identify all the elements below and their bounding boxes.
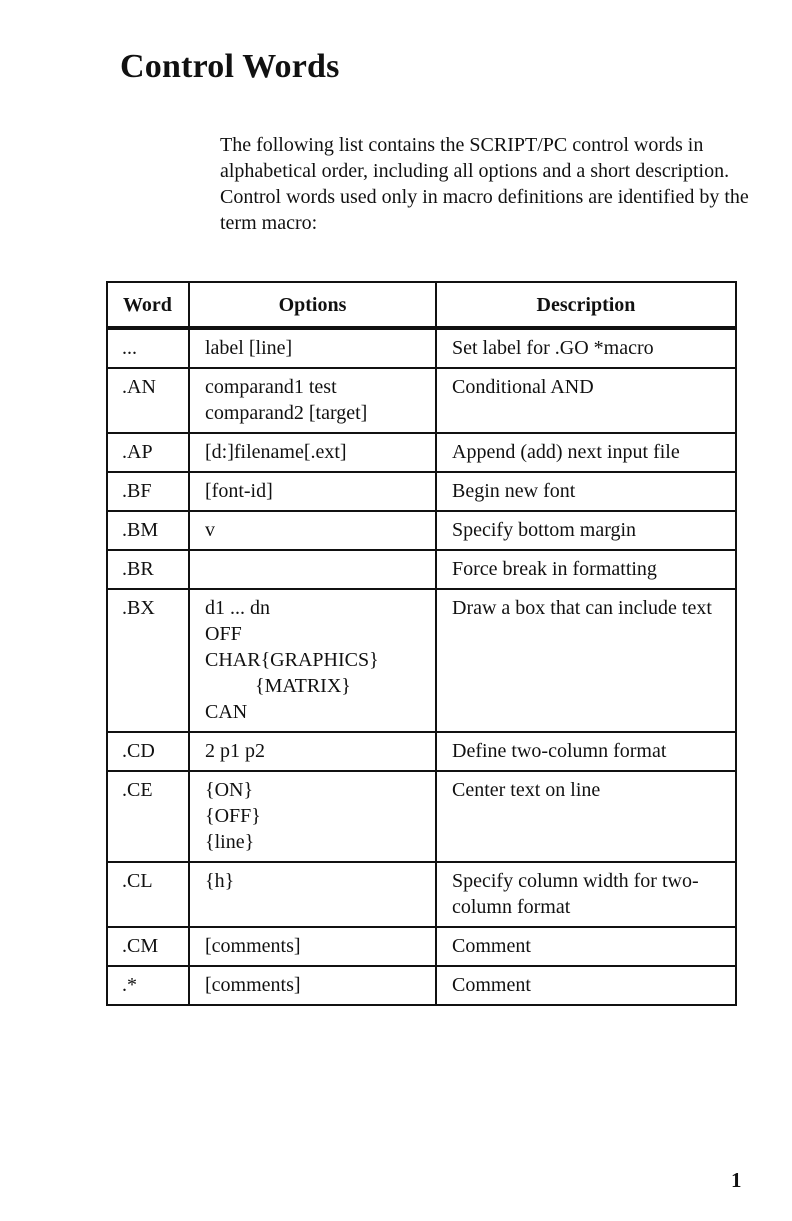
option-line: OFF xyxy=(205,623,242,645)
table-row xyxy=(107,433,736,472)
table-row xyxy=(107,966,736,1005)
option-line: [comments] xyxy=(205,974,301,996)
table-row xyxy=(107,368,736,433)
options-cell xyxy=(189,771,436,862)
table-row xyxy=(107,511,736,550)
control-words-table xyxy=(106,281,737,1006)
control-word-cell: ... xyxy=(107,328,189,368)
table-row xyxy=(107,472,736,511)
description-cell: Comment xyxy=(436,966,736,1005)
option-line: CAN xyxy=(205,701,248,723)
option-line: {OFF} xyxy=(205,805,261,827)
table-header-row xyxy=(107,282,736,328)
option-line: [comments] xyxy=(205,935,301,957)
description-cell: Define two-column format xyxy=(436,732,736,771)
table-row xyxy=(107,550,736,589)
option-line: {ON} xyxy=(205,779,254,801)
option-line: 2 p1 p2 xyxy=(205,740,265,762)
page-number: 1 xyxy=(731,1168,742,1192)
table-row xyxy=(107,589,736,732)
control-word-cell: .AN xyxy=(107,368,189,433)
description-cell: Comment xyxy=(436,927,736,966)
description-cell: Specify bottom margin xyxy=(436,511,736,550)
control-word-cell: .CE xyxy=(107,771,189,862)
control-word-cell: .BM xyxy=(107,511,189,550)
options-cell xyxy=(189,966,436,1005)
options-cell xyxy=(189,589,436,732)
page-title: Control Words xyxy=(120,48,340,85)
options-cell xyxy=(189,368,436,433)
option-line: label [line] xyxy=(205,337,293,359)
control-word-cell: .BR xyxy=(107,550,189,589)
control-word-cell: .BF xyxy=(107,472,189,511)
control-word-cell: .BX xyxy=(107,589,189,732)
column-header-options: Options xyxy=(189,282,436,328)
options-cell xyxy=(189,732,436,771)
option-line: {line} xyxy=(205,831,255,853)
table-row xyxy=(107,862,736,927)
control-word-cell: .CL xyxy=(107,862,189,927)
control-word-cell: .CM xyxy=(107,927,189,966)
table-row xyxy=(107,732,736,771)
control-word-cell: .AP xyxy=(107,433,189,472)
option-line: comparand2 [target] xyxy=(205,402,368,424)
column-header-description: Description xyxy=(436,282,736,328)
options-cell xyxy=(189,433,436,472)
control-word-cell: .* xyxy=(107,966,189,1005)
options-cell xyxy=(189,472,436,511)
description-cell: Begin new font xyxy=(436,472,736,511)
option-line: {h} xyxy=(205,870,235,892)
column-header-word: Word xyxy=(107,282,189,328)
option-line: [d:]filename[.ext] xyxy=(205,441,347,463)
options-cell xyxy=(189,550,436,589)
description-cell: Specify column width for two-column format xyxy=(436,862,736,927)
options-cell xyxy=(189,927,436,966)
option-line: v xyxy=(205,519,215,541)
description-cell: Draw a box that can include text xyxy=(436,589,736,732)
description-cell: Set label for .GO *macro xyxy=(436,328,736,368)
description-cell: Center text on line xyxy=(436,771,736,862)
option-line: CHAR{GRAPHICS} xyxy=(205,649,379,671)
option-line: d1 ... dn xyxy=(205,597,270,619)
option-line: comparand1 test xyxy=(205,376,337,398)
option-line: {MATRIX} xyxy=(205,675,351,697)
options-cell xyxy=(189,862,436,927)
description-cell: Force break in formatting xyxy=(436,550,736,589)
control-word-cell: .CD xyxy=(107,732,189,771)
table-body xyxy=(107,328,736,1005)
table-row xyxy=(107,927,736,966)
description-cell: Conditional AND xyxy=(436,368,736,433)
options-cell xyxy=(189,511,436,550)
description-cell: Append (add) next input file xyxy=(436,433,736,472)
table-row xyxy=(107,328,736,368)
intro-paragraph: The following list contains the SCRIPT/PC control words in alphabetical order, including all options and a short description. Control words used only in macro definitions are identified by the term macro: xyxy=(220,134,749,234)
table-row xyxy=(107,771,736,862)
option-line: [font-id] xyxy=(205,480,273,502)
options-cell xyxy=(189,328,436,368)
